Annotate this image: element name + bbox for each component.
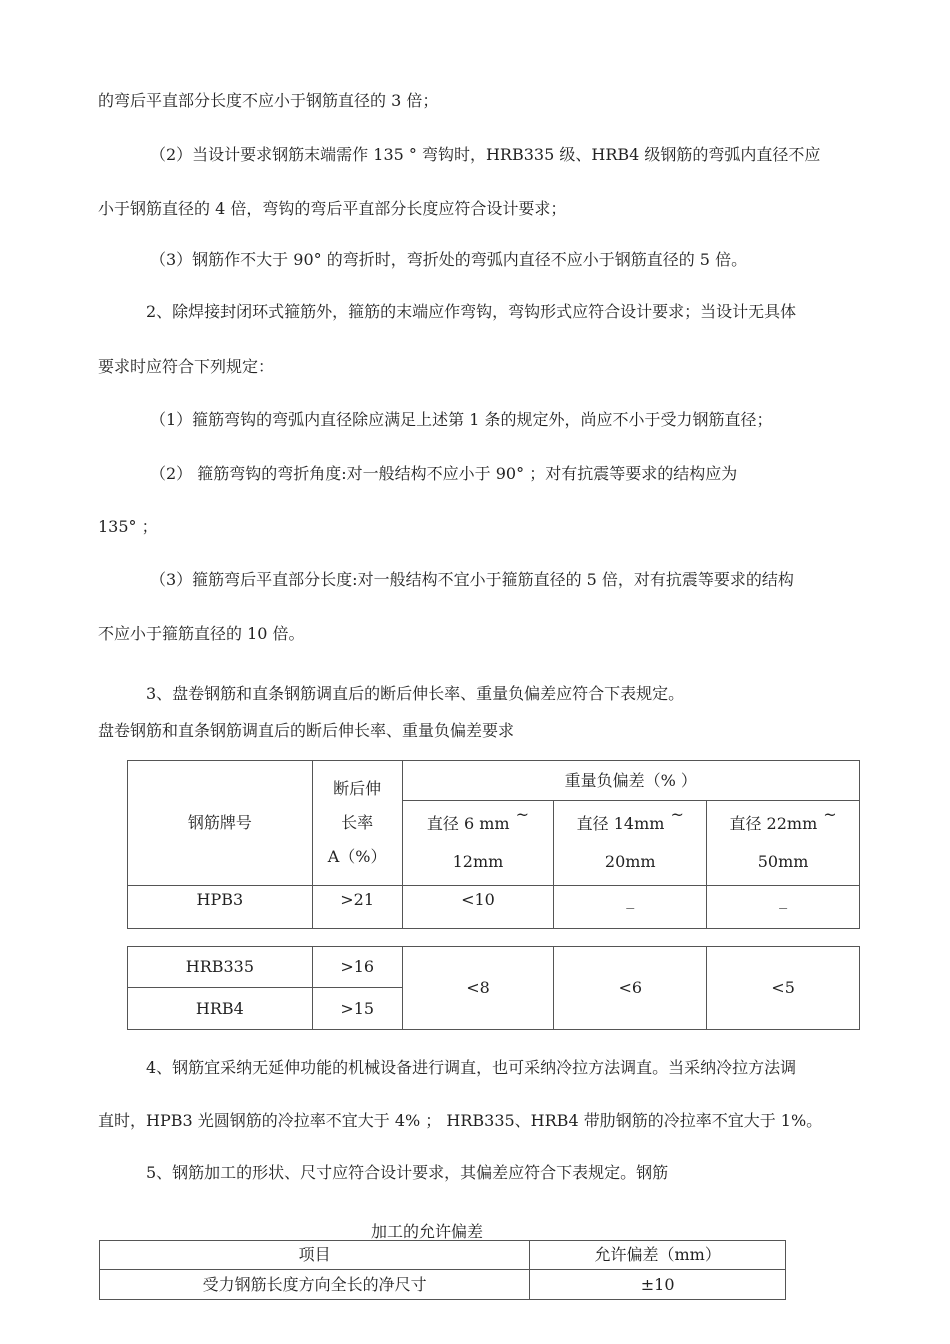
processing-tolerance-table <box>99 1240 786 1300</box>
table-header-row <box>100 1241 786 1270</box>
deviation-cell: <5 <box>707 947 860 1030</box>
paragraph: 要求时应符合下列规定： <box>98 357 275 376</box>
paragraph: 2、除焊接封闭环式箍筋外，箍筋的末端应作弯钩，弯钩形式应符合设计要求；当设计无具体 <box>146 302 797 321</box>
elongation-header-line: 断后伸 <box>333 779 382 798</box>
grade-cell: HRB4 <box>128 988 313 1030</box>
weight-deviation-header: 重量负偏差（% ） <box>402 761 859 801</box>
deviation-cell: <6 <box>554 947 707 1030</box>
item-header: 项目 <box>100 1241 530 1270</box>
tilde: ~ <box>515 805 530 824</box>
deviation-cell: _ <box>707 886 860 929</box>
paragraph: 4、钢筋宜采纳无延伸功能的机械设备进行调直，也可采纳冷拉方法调直。当采纳冷拉方法调 <box>146 1058 797 1077</box>
deviation-cell: <8 <box>402 947 554 1030</box>
table-row <box>128 886 860 929</box>
elongation-header-line: A（%） <box>327 847 387 866</box>
paragraph: 135° ； <box>98 517 158 536</box>
deviation-cell: _ <box>554 886 707 929</box>
table-caption: 加工的允许偏差 <box>371 1222 484 1241</box>
diameter-14-20-header <box>554 801 707 886</box>
diameter-label: 50mm <box>757 852 809 871</box>
elongation-table-body <box>127 946 860 1030</box>
diameter-label: 直径 14mm <box>576 814 665 833</box>
elongation-table-header <box>127 760 860 929</box>
paragraph: 不应小于箍筋直径的 10 倍。 <box>98 624 305 643</box>
tilde: ~ <box>670 805 684 824</box>
grade-cell: HPB3 <box>128 886 313 929</box>
paragraph: 3、盘卷钢筋和直条钢筋调直后的断后伸长率、重量负偏差应符合下表规定。 <box>146 684 685 703</box>
grade-cell: HRB335 <box>128 947 313 988</box>
item-cell: 受力钢筋长度方向全长的净尺寸 <box>100 1270 530 1300</box>
diameter-label: 12mm <box>452 852 504 871</box>
table-row <box>100 1270 786 1300</box>
paragraph: 5、钢筋加工的形状、尺寸应符合设计要求，其偏差应符合下表规定。钢筋 <box>146 1163 669 1182</box>
diameter-label: 直径 6 mm <box>426 814 510 833</box>
table-row <box>128 947 860 988</box>
diameter-label: 20mm <box>604 852 656 871</box>
elongation-header-line: 长率 <box>341 813 374 832</box>
grade-header: 钢筋牌号 <box>128 761 313 886</box>
elongation-cell: >15 <box>312 988 402 1030</box>
tolerance-cell: ±10 <box>530 1270 786 1300</box>
elongation-cell: >16 <box>312 947 402 988</box>
paragraph: 的弯后平直部分长度不应小于钢筋直径的 3 倍； <box>98 91 439 110</box>
paragraph: （1）箍筋弯钩的弯弧内直径除应满足上述第 1 条的规定外，尚应不小于受力钢筋直径； <box>150 410 773 429</box>
paragraph: （2） 箍筋弯钩的弯折角度:对一般结构不应小于 90° ；对有抗震等要求的结构应为 <box>150 464 738 483</box>
paragraph: （3）钢筋作不大于 90° 的弯折时，弯折处的弯弧内直径不应小于钢筋直径的 5 倍。 <box>150 250 748 269</box>
diameter-6-12-header <box>402 801 554 886</box>
diameter-22-50-header <box>707 801 860 886</box>
paragraph: （2）当设计要求钢筋末端需作 135 ° 弯钩时，HRB335 级、HRB4 级钢筋的弯弧内直径不应 <box>150 145 821 164</box>
paragraph: 小于钢筋直径的 4 倍，弯钩的弯后平直部分长度应符合设计要求； <box>98 199 567 218</box>
paragraph: 直时，HPB3 光圆钢筋的冷拉率不宜大于 4% ； HRB335、HRB4 带肋钢筋的冷拉率不宜大于 1%。 <box>98 1111 823 1130</box>
table-caption: 盘卷钢筋和直条钢筋调直后的断后伸长率、重量负偏差要求 <box>98 721 515 740</box>
paragraph: （3）箍筋弯后平直部分长度:对一般结构不宜小于箍筋直径的 5 倍，对有抗震等要求的结构 <box>150 570 794 589</box>
diameter-label: 直径 22mm <box>729 814 818 833</box>
elongation-cell: >21 <box>312 886 402 929</box>
deviation-cell: <10 <box>402 886 554 929</box>
elongation-header <box>312 761 402 886</box>
tolerance-header: 允许偏差（mm） <box>530 1241 786 1270</box>
tilde: ~ <box>823 805 837 824</box>
